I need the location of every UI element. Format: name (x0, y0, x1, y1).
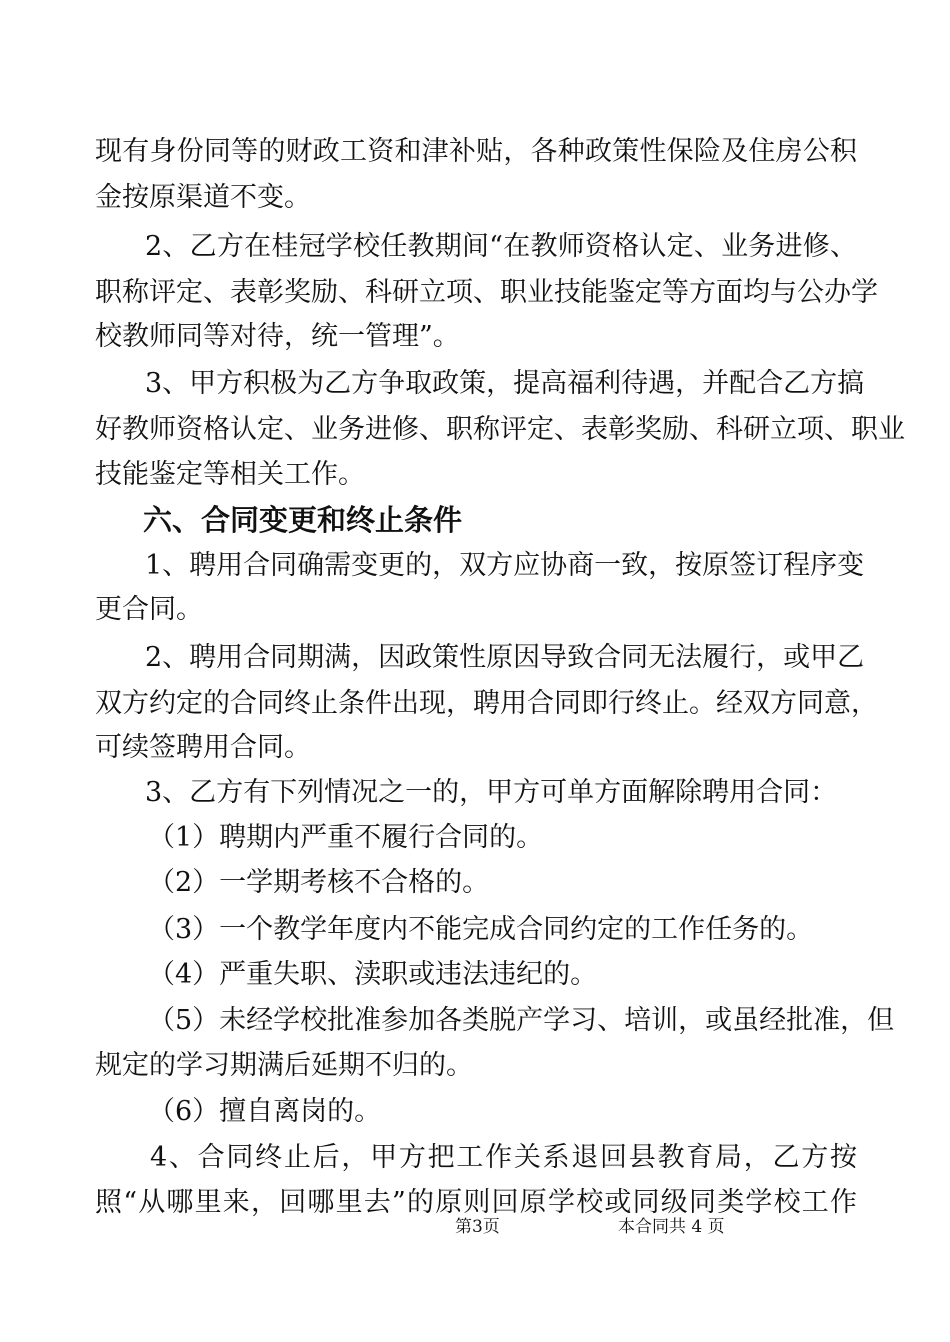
paragraph-line: 校教师同等对待，统一管理”。 (95, 321, 460, 352)
paragraph-line: 4、合同终止后，甲方把工作关系退回县教育局，乙方按 (150, 1142, 857, 1173)
list-item: （1）聘期内严重不履行合同的。 (148, 822, 544, 853)
paragraph-line: 职称评定、表彰奖励、科研立项、职业技能鉴定等方面均与公办学 (95, 277, 878, 308)
paragraph-line: 技能鉴定等相关工作。 (95, 459, 365, 490)
list-item: （4）严重失职、渎职或违法违纪的。 (148, 959, 598, 990)
list-item: （6）擅自离岗的。 (148, 1096, 382, 1127)
paragraph-line: 3、甲方积极为乙方争取政策，提高福利待遇，并配合乙方搞 (145, 368, 865, 399)
total-pages: 本合同共 4 页 (618, 1217, 725, 1237)
paragraph-line: 现有身份同等的财政工资和津补贴，各种政策性保险及住房公积 (95, 136, 857, 167)
paragraph-line: 2、乙方在桂冠学校任教期间“在教师资格认定、业务进修、 (145, 231, 857, 262)
list-item: （3）一个教学年度内不能完成合同约定的工作任务的。 (148, 914, 814, 945)
list-item: 规定的学习期满后延期不归的。 (95, 1050, 473, 1081)
paragraph-line: 3、乙方有下列情况之一的，甲方可单方面解除聘用合同： (145, 777, 838, 808)
paragraph-line: 好教师资格认定、业务进修、职称评定、表彰奖励、科研立项、职业 (95, 414, 905, 445)
paragraph-line: 可续签聘用合同。 (95, 732, 311, 763)
section-heading: 六、合同变更和终止条件 (143, 503, 463, 537)
list-item: （5）未经学校批准参加各类脱产学习、培训，或虽经批准，但 (148, 1005, 895, 1036)
paragraph-line: 更合同。 (95, 594, 203, 625)
paragraph-line: 双方约定的合同终止条件出现，聘用合同即行终止。经双方同意， (95, 688, 878, 719)
paragraph-line: 1、聘用合同确需变更的，双方应协商一致，按原签订程序变 (145, 550, 865, 581)
paragraph-line: 2、聘用合同期满，因政策性原因导致合同无法履行，或甲乙 (145, 642, 865, 673)
paragraph-line: 照“从哪里来，回哪里去”的原则回原学校或同级同类学校工作 (95, 1187, 857, 1218)
page-number: 第3页 (455, 1217, 500, 1237)
list-item: （2）一学期考核不合格的。 (148, 867, 490, 898)
paragraph-line: 金按原渠道不变。 (95, 182, 311, 213)
